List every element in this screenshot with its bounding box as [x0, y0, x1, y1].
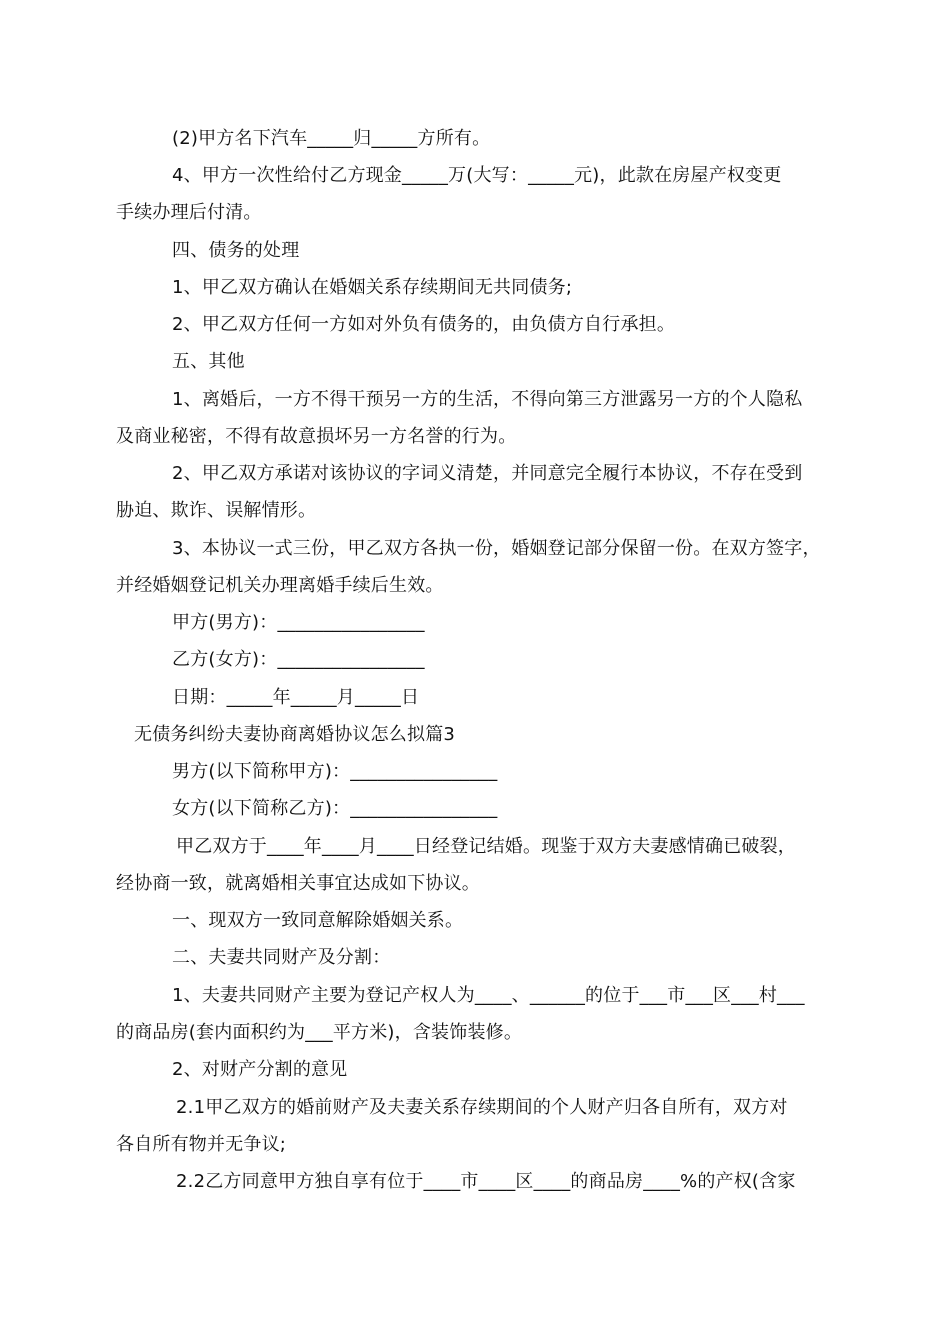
- text-line: 手续办理后付清。: [116, 202, 262, 223]
- signature-line-party-b: 乙方(女方)：________________: [172, 649, 425, 670]
- text-line: 2、对财产分割的意见: [172, 1059, 348, 1080]
- text-line: (2)甲方名下汽车_____归_____方所有。: [172, 128, 491, 149]
- text-line: 1、甲乙双方确认在婚姻关系存续期间无共同债务;: [172, 277, 573, 298]
- section-heading: 四、债务的处理: [172, 240, 300, 261]
- text-line: 2.1甲乙双方的婚前财产及夫妻关系存续期间的个人财产归各自所有，双方对: [176, 1097, 788, 1118]
- section-heading: 一、现双方一致同意解除婚姻关系。: [172, 910, 464, 931]
- text-line: 2、甲乙双方承诺对该协议的字词义清楚，并同意完全履行本协议，不存在受到: [172, 463, 803, 484]
- party-b-line: 女方(以下简称乙方)：________________: [172, 798, 498, 819]
- section-heading: 五、其他: [172, 351, 245, 372]
- signature-line-party-a: 甲方(男方)：________________: [172, 612, 425, 633]
- text-line: 胁迫、欺诈、误解情形。: [116, 500, 317, 521]
- text-line: 1、夫妻共同财产主要为登记产权人为____、______的位于___市___区___村___: [172, 985, 805, 1006]
- text-line: 2.2乙方同意甲方独自享有位于____市____区____的商品房____%的产权(含家: [176, 1171, 796, 1192]
- party-a-line: 男方(以下简称甲方)：________________: [172, 761, 498, 782]
- section-title: 无债务纠纷夫妻协商离婚协议怎么拟篇3: [134, 724, 456, 745]
- text-line: 的商品房(套内面积约为___平方米)，含装饰装修。: [116, 1022, 523, 1043]
- text-line: 甲乙双方于____年____月____日经登记结婚。现鉴于双方夫妻感情确已破裂，: [176, 836, 796, 857]
- text-line: 及商业秘密，不得有故意损坏另一方名誉的行为。: [116, 426, 517, 447]
- text-line: 经协商一致，就离婚相关事宜达成如下协议。: [116, 873, 480, 894]
- section-heading: 二、夫妻共同财产及分割：: [172, 947, 391, 968]
- text-line: 1、离婚后，一方不得干预另一方的生活，不得向第三方泄露另一方的个人隐私: [172, 389, 803, 410]
- text-line: 各自所有物并无争议;: [116, 1134, 287, 1155]
- text-line: 2、甲乙双方任何一方如对外负有债务的，由负债方自行承担。: [172, 314, 676, 335]
- text-line: 并经婚姻登记机关办理离婚手续后生效。: [116, 575, 444, 596]
- date-line: 日期：_____年_____月_____日: [172, 687, 420, 708]
- text-line: 3、本协议一式三份，甲乙双方各执一份，婚姻登记部分保留一份。在双方签字，: [172, 538, 821, 559]
- text-line: 4、甲方一次性给付乙方现金_____万(大写：_____元)，此款在房屋产权变更: [172, 165, 782, 186]
